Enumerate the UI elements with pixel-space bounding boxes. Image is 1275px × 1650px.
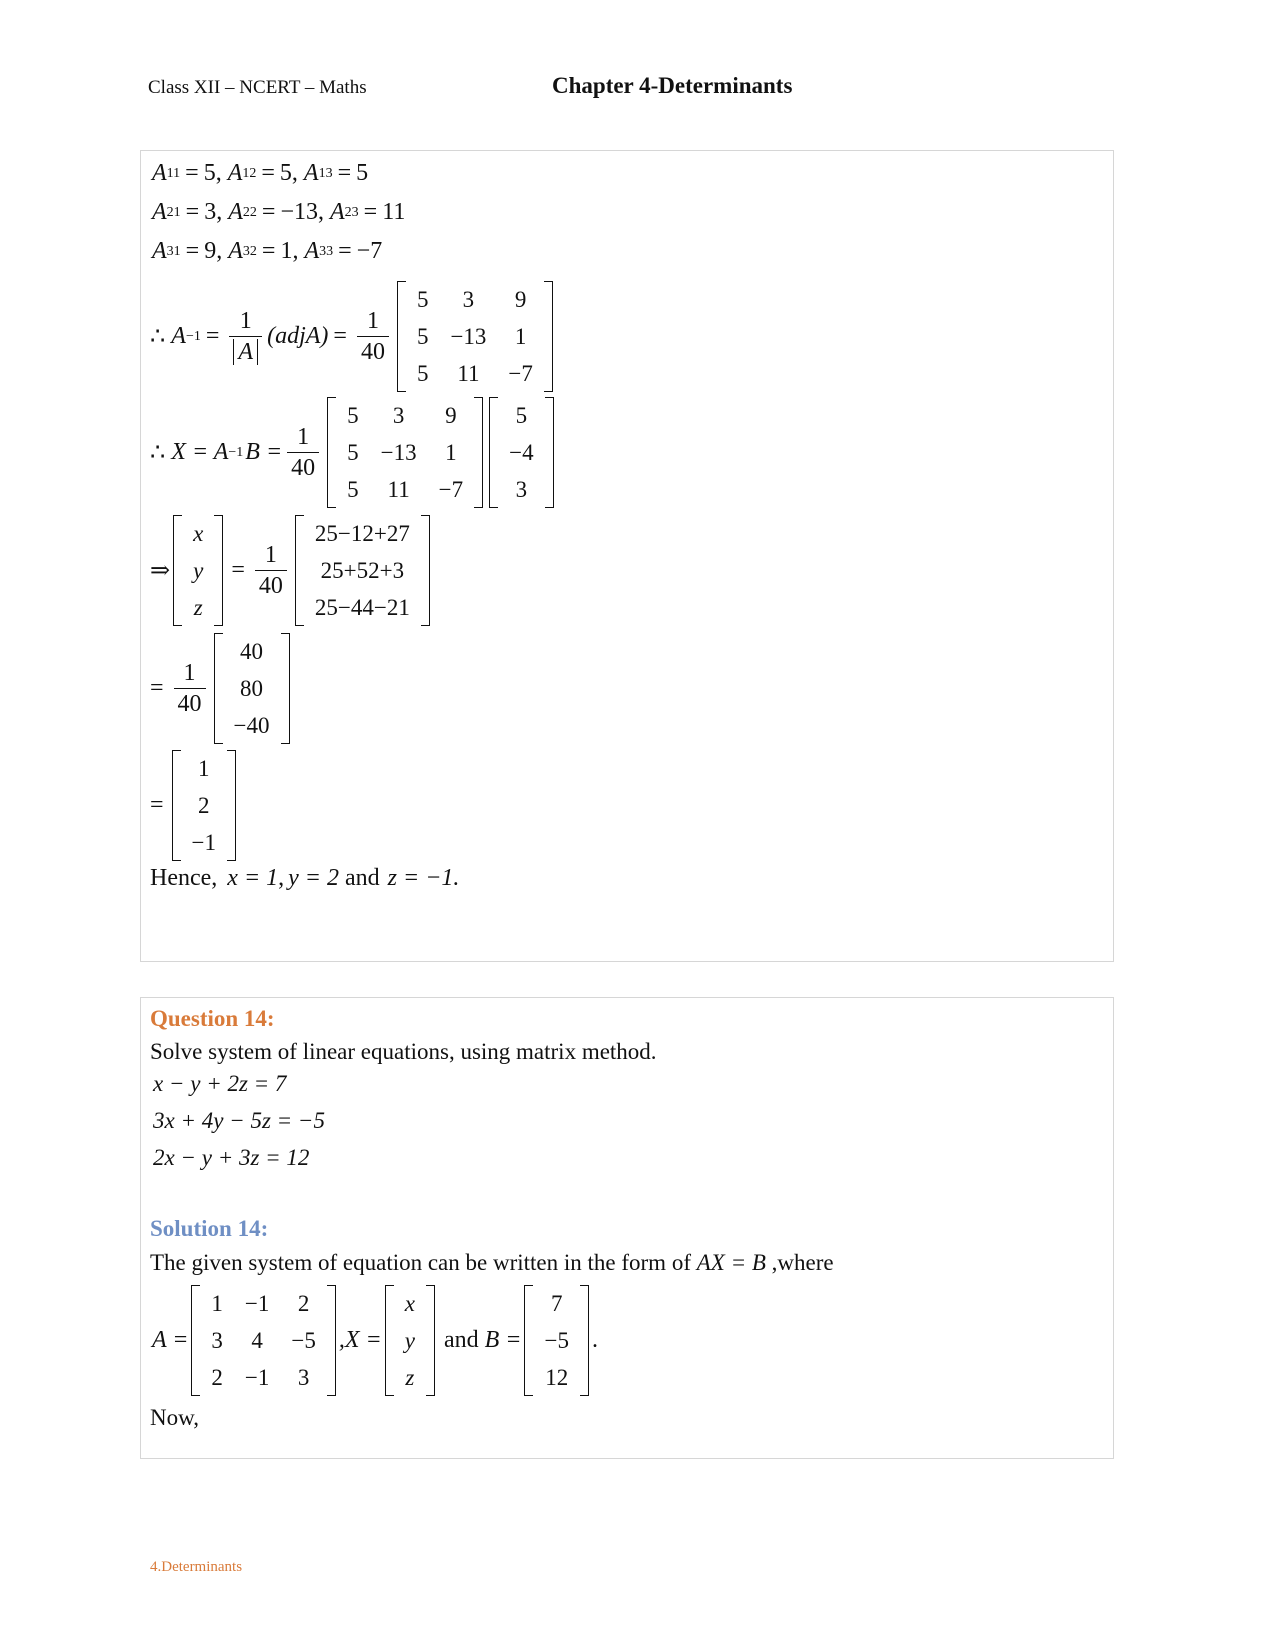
step-fraction <box>174 658 206 719</box>
inverse-exponent: −1 <box>185 328 201 344</box>
left-bracket <box>173 515 182 626</box>
header-class-label: Class XII – NCERT – Maths <box>148 77 367 98</box>
cofactor-row-3 <box>152 238 388 265</box>
fraction-denominator: 40 <box>287 452 319 483</box>
right-bracket <box>580 1285 589 1396</box>
cofactor-value: 5 <box>356 160 369 186</box>
x-equation-mid: B = <box>245 439 283 465</box>
cofactor-symbol: A <box>329 199 345 225</box>
right-bracket <box>281 633 290 744</box>
footer-chapter-label: 4.Determinants <box>150 1559 243 1575</box>
x-equation-lhs: X = A <box>171 439 229 465</box>
cofactor-symbol: A <box>228 199 243 225</box>
cofactor-value: 3, <box>204 199 223 225</box>
cofactor-row-1 <box>152 160 374 187</box>
matrix-cell: −40 <box>233 712 270 738</box>
equals-sign: = <box>338 238 352 264</box>
cofactor-symbol: A <box>304 238 320 264</box>
and-word: and <box>443 1327 479 1353</box>
matrix-cell: 2 <box>297 1290 310 1316</box>
matrix-cell: −1 <box>244 1290 270 1316</box>
matrix-cell: 12 <box>545 1364 569 1390</box>
sum-vector <box>295 515 430 626</box>
matrix-cell: −13 <box>450 323 487 349</box>
matrix-cell: 5 <box>347 476 359 502</box>
matrix-cell: 11 <box>457 360 480 386</box>
implies-equation <box>150 515 433 626</box>
b-vector <box>489 397 553 508</box>
inverse-exponent: −1 <box>228 444 244 460</box>
matrix-cell: 5 <box>416 286 429 312</box>
matrix-cell: 3 <box>392 402 405 428</box>
left-bracket <box>385 1285 394 1396</box>
cofactor-index: 33 <box>319 243 334 259</box>
left-bracket <box>397 281 406 392</box>
equals-sign: = <box>185 238 200 264</box>
z-value: z = −1. <box>387 865 460 891</box>
now-text: Now, <box>150 1405 199 1430</box>
matrix-cell: y <box>193 557 204 583</box>
step-vector <box>214 633 290 744</box>
cofactor-symbol: A <box>152 199 167 225</box>
equals-sign: = <box>261 199 276 225</box>
x-value: x = 1 <box>227 865 279 891</box>
matrix-cell: 5 <box>416 360 429 386</box>
matrix-cell: 40 <box>240 638 264 664</box>
cofactor-symbol: A <box>227 160 243 186</box>
cofactor-value: −13, <box>280 199 324 225</box>
matrix-cell: 25−44−21 <box>314 594 410 620</box>
equals-sign: = <box>333 323 347 349</box>
equals-sign: = <box>185 160 199 186</box>
matrix-cell: 5 <box>347 439 359 465</box>
equals-sign: = <box>205 323 220 349</box>
matrix-cell: 5 <box>416 323 429 349</box>
matrix-cell: 9 <box>445 402 457 428</box>
equals-sign: = <box>231 557 245 583</box>
matrix-cell: 5 <box>347 402 359 428</box>
result-vector <box>172 750 236 861</box>
fraction-numerator: 1 <box>239 308 252 334</box>
conclusion-line <box>150 865 459 892</box>
left-bracket <box>295 515 304 626</box>
inverse-fraction-2 <box>357 306 389 367</box>
cofactor-index: 23 <box>344 204 359 220</box>
equation-2: 3x + 4y − 5z = −5 <box>153 1108 325 1133</box>
xyz-vector <box>173 515 223 626</box>
implies-fraction <box>255 540 287 601</box>
cofactor-index: 21 <box>166 204 181 220</box>
cofactor-index: 12 <box>242 165 257 181</box>
comma: , <box>278 865 285 891</box>
fraction-denominator: 40 <box>255 570 287 601</box>
matrix-cell: 1 <box>198 755 210 781</box>
matrix-cell: −5 <box>291 1327 316 1353</box>
cofactor-value: 5, <box>203 160 222 186</box>
matrix-cell: 4 <box>251 1327 263 1353</box>
equals-sign: = <box>185 199 200 225</box>
x-vector <box>385 1285 435 1396</box>
adjoint-matrix <box>327 397 483 508</box>
cofactor-symbol: A <box>152 160 167 186</box>
cofactor-index: 13 <box>318 165 333 181</box>
equation-1: x − y + 2z = 7 <box>153 1071 287 1096</box>
fraction-denominator: 40 <box>174 688 206 719</box>
matrix-cell: 80 <box>240 675 264 701</box>
left-bracket <box>191 1285 200 1396</box>
x-label: ,X = <box>338 1327 382 1353</box>
matrix-cell: 1 <box>514 323 527 349</box>
equation-3: 2x − y + 3z = 12 <box>153 1145 310 1170</box>
right-bracket <box>421 515 430 626</box>
right-bracket <box>327 1285 336 1396</box>
therefore-symbol: ∴ <box>150 440 166 466</box>
question-14-heading: Question 14: <box>150 1006 275 1031</box>
equals-sign: = <box>150 675 164 701</box>
fraction-numerator: 1 <box>264 542 277 568</box>
y-value: y = 2 <box>288 865 340 891</box>
adjoint-matrix <box>397 281 553 392</box>
matrix-cell: −1 <box>191 829 217 855</box>
matrix-cell: −5 <box>544 1327 569 1353</box>
matrix-cell: 1 <box>211 1290 223 1316</box>
equals-sign: = <box>261 238 276 264</box>
cofactor-index: 32 <box>242 243 257 259</box>
left-bracket <box>327 397 336 508</box>
solution-14-heading: Solution 14: <box>150 1216 269 1241</box>
matrix-cell: 3 <box>462 286 475 312</box>
hence-word: Hence, <box>150 865 218 891</box>
equals-sign: = <box>337 160 352 186</box>
left-bracket <box>172 750 181 861</box>
adjoint-label: (adjA) <box>267 323 329 349</box>
therefore-symbol: ∴ <box>150 324 166 350</box>
determinant-bars: A <box>233 339 258 365</box>
equals-sign: = <box>363 199 378 225</box>
matrix-cell: −7 <box>438 476 464 502</box>
a-label: A = <box>152 1327 189 1353</box>
matrix-cell: x <box>404 1290 415 1316</box>
cofactor-symbol: A <box>228 238 243 264</box>
fraction-denominator <box>229 336 262 367</box>
matrix-cell: 11 <box>387 476 410 502</box>
right-bracket <box>474 397 483 508</box>
cofactor-row-2 <box>152 199 411 226</box>
cofactor-index: 22 <box>242 204 257 220</box>
solution-14-intro <box>150 1250 834 1276</box>
matrix-cell: 2 <box>198 792 210 818</box>
equals-sign: = <box>261 160 275 186</box>
fraction-denominator: 40 <box>357 336 389 367</box>
left-bracket <box>524 1285 533 1396</box>
fraction-numerator: 1 <box>183 660 196 686</box>
matrix-cell: x <box>193 520 204 546</box>
right-bracket <box>426 1285 435 1396</box>
equals-sign: = <box>150 792 164 818</box>
matrix-cell: 25+52+3 <box>320 557 405 583</box>
inverse-fraction-1 <box>229 306 262 367</box>
matrix-cell: −1 <box>244 1364 270 1390</box>
cofactor-symbol: A <box>303 160 319 186</box>
right-bracket <box>544 281 553 392</box>
and-word: and <box>345 865 380 891</box>
matrix-cell: −7 <box>508 360 533 386</box>
intro-equation: AX = B <box>696 1250 766 1275</box>
cofactor-value: −7 <box>356 238 383 264</box>
left-bracket <box>489 397 498 508</box>
matrix-definitions <box>152 1285 598 1396</box>
matrix-cell: z <box>193 594 203 620</box>
right-bracket <box>227 750 236 861</box>
question-14-prompt: Solve system of linear equations, using matrix method. <box>150 1039 657 1064</box>
x-equation-fraction <box>287 422 319 483</box>
implies-arrow: ⇒ <box>150 558 171 584</box>
period: . <box>591 1327 598 1353</box>
matrix-cell: −4 <box>509 439 534 465</box>
matrix-cell: y <box>404 1327 415 1353</box>
result-equation <box>150 750 239 861</box>
intro-text: The given system of equation can be written in the form of <box>150 1250 691 1275</box>
matrix-cell: −13 <box>380 439 417 465</box>
matrix-cell: 3 <box>297 1364 310 1390</box>
matrix-cell: 2 <box>211 1364 223 1390</box>
matrix-cell: 25−12+27 <box>314 520 410 546</box>
inverse-equation <box>150 281 556 392</box>
cofactor-value: 9, <box>204 238 223 264</box>
b-label: B = <box>484 1327 522 1353</box>
x-equation <box>150 397 557 508</box>
cofactor-index: 31 <box>166 243 181 259</box>
matrix-cell: 1 <box>445 439 457 465</box>
intro-tail: ,where <box>771 1250 834 1275</box>
cofactor-index: 11 <box>166 165 181 181</box>
a-matrix <box>191 1285 335 1396</box>
matrix-cell: 3 <box>515 476 528 502</box>
matrix-cell: 9 <box>514 286 527 312</box>
matrix-cell: 7 <box>550 1290 563 1316</box>
fraction-numerator: 1 <box>297 424 310 450</box>
matrix-cell: 5 <box>515 402 528 428</box>
cofactor-value: 11 <box>382 199 406 225</box>
b-vector <box>524 1285 588 1396</box>
inverse-lhs: A <box>171 323 186 349</box>
left-bracket <box>214 633 223 744</box>
matrix-cell: z <box>405 1364 415 1390</box>
cofactor-value: 1, <box>280 238 299 264</box>
step-equation <box>150 633 293 744</box>
chapter-title: Chapter 4-Determinants <box>552 73 793 98</box>
fraction-numerator: 1 <box>366 308 379 334</box>
right-bracket <box>214 515 223 626</box>
matrix-cell: 3 <box>211 1327 223 1353</box>
cofactor-value: 5, <box>279 160 298 186</box>
cofactor-symbol: A <box>152 238 167 264</box>
right-bracket <box>545 397 554 508</box>
